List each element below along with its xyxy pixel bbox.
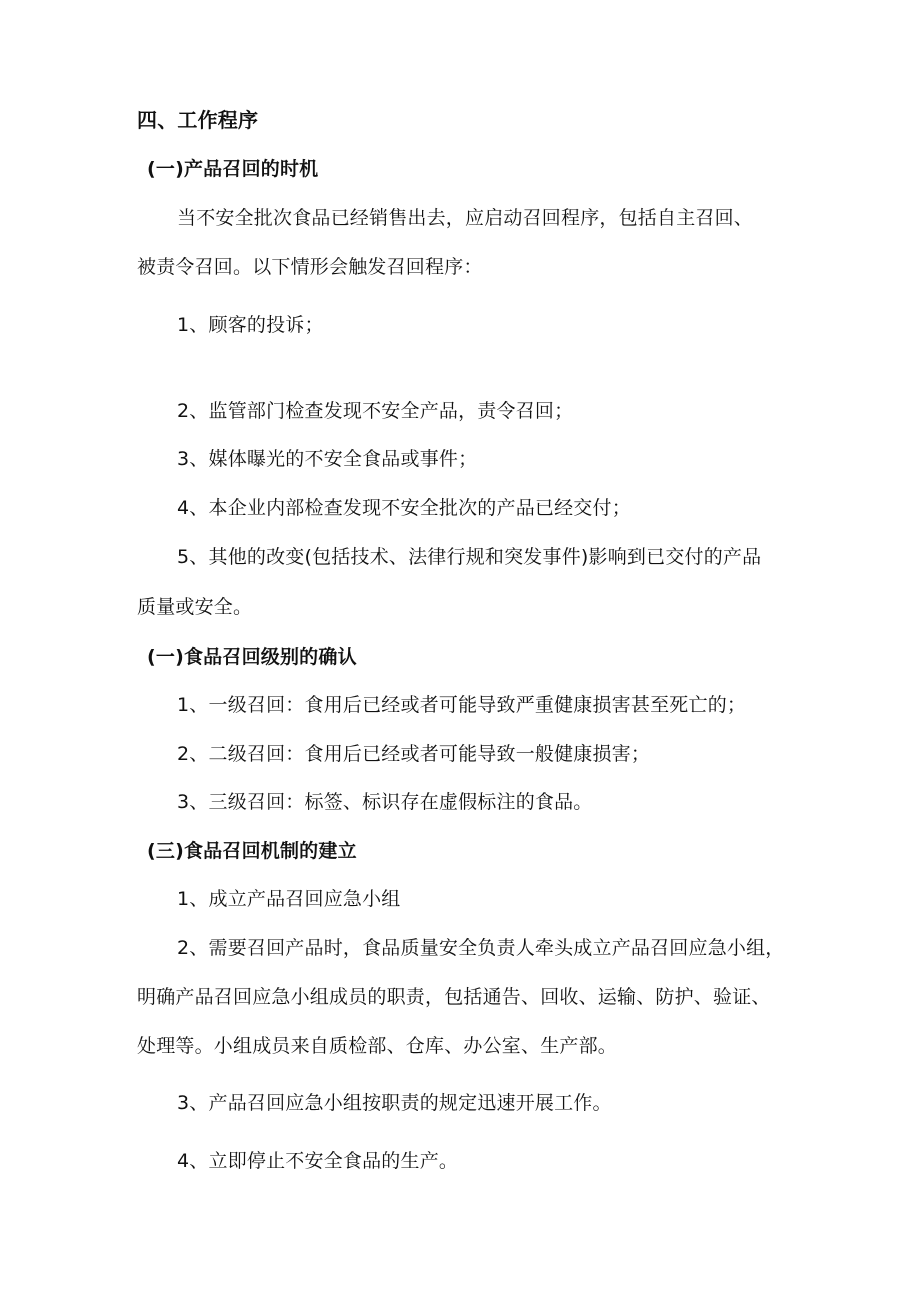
list-item: 4、立即停止不安全食品的生产。 — [177, 1150, 459, 1172]
list-item: 2、监管部门检查发现不安全产品，责令召回； — [177, 400, 574, 422]
list-item: 3、三级召回：标签、标识存在虚假标注的食品。 — [177, 791, 593, 813]
list-item: 1、顾客的投诉； — [177, 314, 324, 336]
list-item: 3、产品召回应急小组按职责的规定迅速开展工作。 — [177, 1092, 612, 1114]
list-item: 4、本企业内部检查发现不安全批次的产品已经交付； — [177, 497, 631, 519]
list-item: 1、成立产品召回应急小组 — [177, 888, 401, 910]
list-item-continuation: 质量或安全。 — [137, 596, 253, 618]
list-item: 5、其他的改变(包括技术、法律行规和突发事件)影响到已交付的产品 — [177, 546, 762, 568]
subsection-title-recall-level: (一)食品召回级别的确认 — [147, 646, 357, 668]
list-item: 3、媒体曝光的不安全食品或事件； — [177, 448, 478, 470]
list-item-continuation: 明确产品召回应急小组成员的职责，包括通告、回收、运输、防护、验证、 — [137, 986, 771, 1008]
paragraph-line: 被责令召回。以下情形会触发召回程序： — [137, 256, 483, 278]
paragraph-line: 当不安全批次食品已经销售出去，应启动召回程序，包括自主召回、 — [177, 207, 754, 229]
list-item: 1、一级召回：食用后已经或者可能导致严重健康损害甚至死亡的； — [177, 694, 747, 716]
list-item-continuation: 处理等。小组成员来自质检部、仓库、办公室、生产部。 — [137, 1035, 618, 1057]
subsection-title-recall-mechanism: (三)食品召回机制的建立 — [147, 840, 357, 862]
subsection-title-recall-timing: (一)产品召回的时机 — [147, 158, 319, 180]
list-item: 2、需要召回产品时，食品质量安全负责人牵头成立产品召回应急小组， — [177, 937, 785, 959]
list-item: 2、二级召回：食用后已经或者可能导致一般健康损害； — [177, 743, 651, 765]
section-heading: 四、工作程序 — [137, 108, 259, 132]
